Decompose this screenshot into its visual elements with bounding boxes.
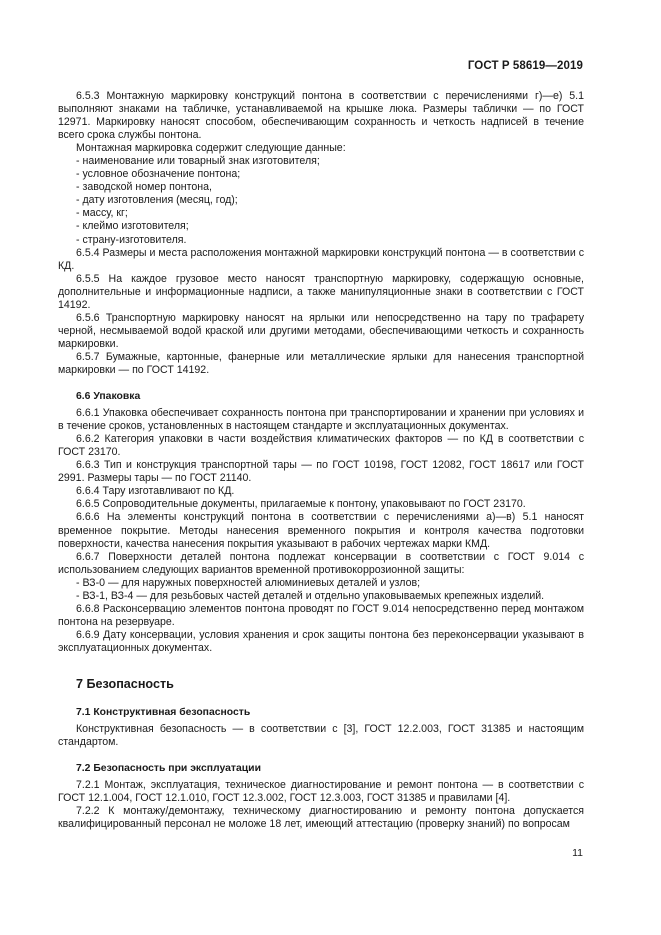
list-item: - ВЗ-1, ВЗ-4 — для резьбовых частей деталей и отдельно упаковываемых крепежных изделий. (76, 589, 545, 602)
paragraph-6-5-5: 6.5.5 На каждое грузовое место наносят транспортную маркировку, содержащую основные, дополнительные и информационные надписи, а также манипуляционные знаки в соответствии с ГОСТ 14192. (58, 272, 584, 311)
document-code: ГОСТ Р 58619—2019 (467, 60, 583, 72)
subsection-heading-7-1: 7.1 Конструктивная безопасность (76, 707, 251, 719)
section-heading-7: 7 Безопасность (76, 676, 174, 691)
list-item: - страну-изготовителя. (76, 233, 187, 246)
paragraph-6-5-3: 6.5.3 Монтажную маркировку конструкций понтона в соответствии с перечислениями г)—е) 5.1 выполняют знаками на табличке, устанавливаемой на крышке люка. Размеры таблички — по ГОСТ 12971. Маркировку наносят способом, обеспечивающим сохранность и четкость надписей в течение всего срока службы понтона. (58, 90, 584, 142)
list-item: - массу, кг; (76, 207, 128, 220)
paragraph-6-6-2: 6.6.2 Категория упаковки в части воздействия климатических факторов — по КД в соответствии с ГОСТ 23170. (58, 433, 584, 459)
list-item: - ВЗ-0 — для наружных поверхностей алюминиевых деталей и узлов; (76, 576, 421, 589)
paragraph-marking-data-intro: Монтажная маркировка содержит следующие данные: (76, 142, 346, 155)
paragraph-6-6-6: 6.6.6 На элементы конструкций понтона в соответствии с перечислениями а)—в) 5.1 наносят временное покрытие. Методы нанесения временного покрытия и контроля качества подготовки поверхности, качества нанесения покрытия указывают в рабочих чертежах марки КМД. (58, 511, 584, 550)
document-body (58, 90, 584, 831)
paragraph-6-5-4: 6.5.4 Размеры и места расположения монтажной маркировки конструкций понтона — в соответствии с КД. (58, 246, 584, 272)
list-item: - дату изготовления (месяц, год); (76, 194, 238, 207)
paragraph-6-6-9: 6.6.9 Дату консервации, условия хранения и срок защиты понтона без переконсервации указывают в эксплуатационных документах. (58, 628, 584, 654)
subsection-heading-7-2: 7.2 Безопасность при эксплуатации (76, 763, 261, 775)
list-item: - наименование или товарный знак изготовителя; (76, 155, 320, 168)
list-item: - клеймо изготовителя; (76, 220, 189, 233)
paragraph-7-2-2: 7.2.2 К монтажу/демонтажу, техническому диагностированию и ремонту понтона допускается квалифицированный персонал не моложе 18 лет, имеющий аттестацию (проверку знаний) по вопросам (58, 805, 584, 831)
list-item: - заводской номер понтона, (76, 181, 212, 194)
paragraph-6-6-5: 6.6.5 Сопроводительные документы, прилагаемые к понтону, упаковывают по ГОСТ 23170. (76, 498, 526, 511)
paragraph-6-5-6: 6.5.6 Транспортную маркировку наносят на ярлыки или непосредственно на тару по трафарету черной, несмываемой водой краской или другими методами, обеспечивающими четкость и сохранность маркировки. (58, 311, 584, 350)
list-item: - условное обозначение понтона; (76, 168, 241, 181)
subsection-heading-6-6: 6.6 Упаковка (76, 391, 141, 403)
paragraph-7-1: Конструктивная безопасность — в соответствии с [3], ГОСТ 12.2.003, ГОСТ 31385 и настоящим стандартом. (58, 723, 584, 749)
page-number: 11 (572, 847, 583, 859)
paragraph-6-6-3: 6.6.3 Тип и конструкция транспортной тары — по ГОСТ 10198, ГОСТ 12082, ГОСТ 18617 или ГОСТ 2991. Размеры тары — по ГОСТ 21140. (58, 459, 584, 485)
paragraph-6-6-7: 6.6.7 Поверхности деталей понтона подлежат консервации в соответствии с ГОСТ 9.014 с использованием следующих вариантов временной противокоррозионной защиты: (58, 550, 584, 576)
paragraph-6-6-8: 6.6.8 Расконсервацию элементов понтона проводят по ГОСТ 9.014 непосредственно перед монтажом понтона на резервуаре. (58, 602, 584, 628)
paragraph-6-6-4: 6.6.4 Тару изготавливают по КД. (76, 485, 235, 498)
paragraph-6-6-1: 6.6.1 Упаковка обеспечивает сохранность понтона при транспортировании и хранении при условиях и в течение сроков, установленных в настоящем стандарте и эксплуатационных документах. (58, 407, 584, 433)
paragraph-7-2-1: 7.2.1 Монтаж, эксплуатация, техническое диагностирование и ремонт понтона — в соответствии с ГОСТ 12.1.004, ГОСТ 12.1.010, ГОСТ 12.3.002, ГОСТ 12.3.003, ГОСТ 31385 и правилами [4]. (58, 779, 584, 805)
paragraph-6-5-7: 6.5.7 Бумажные, картонные, фанерные или металлические ярлыки для нанесения транспортной маркировки — по ГОСТ 14192. (58, 350, 584, 376)
